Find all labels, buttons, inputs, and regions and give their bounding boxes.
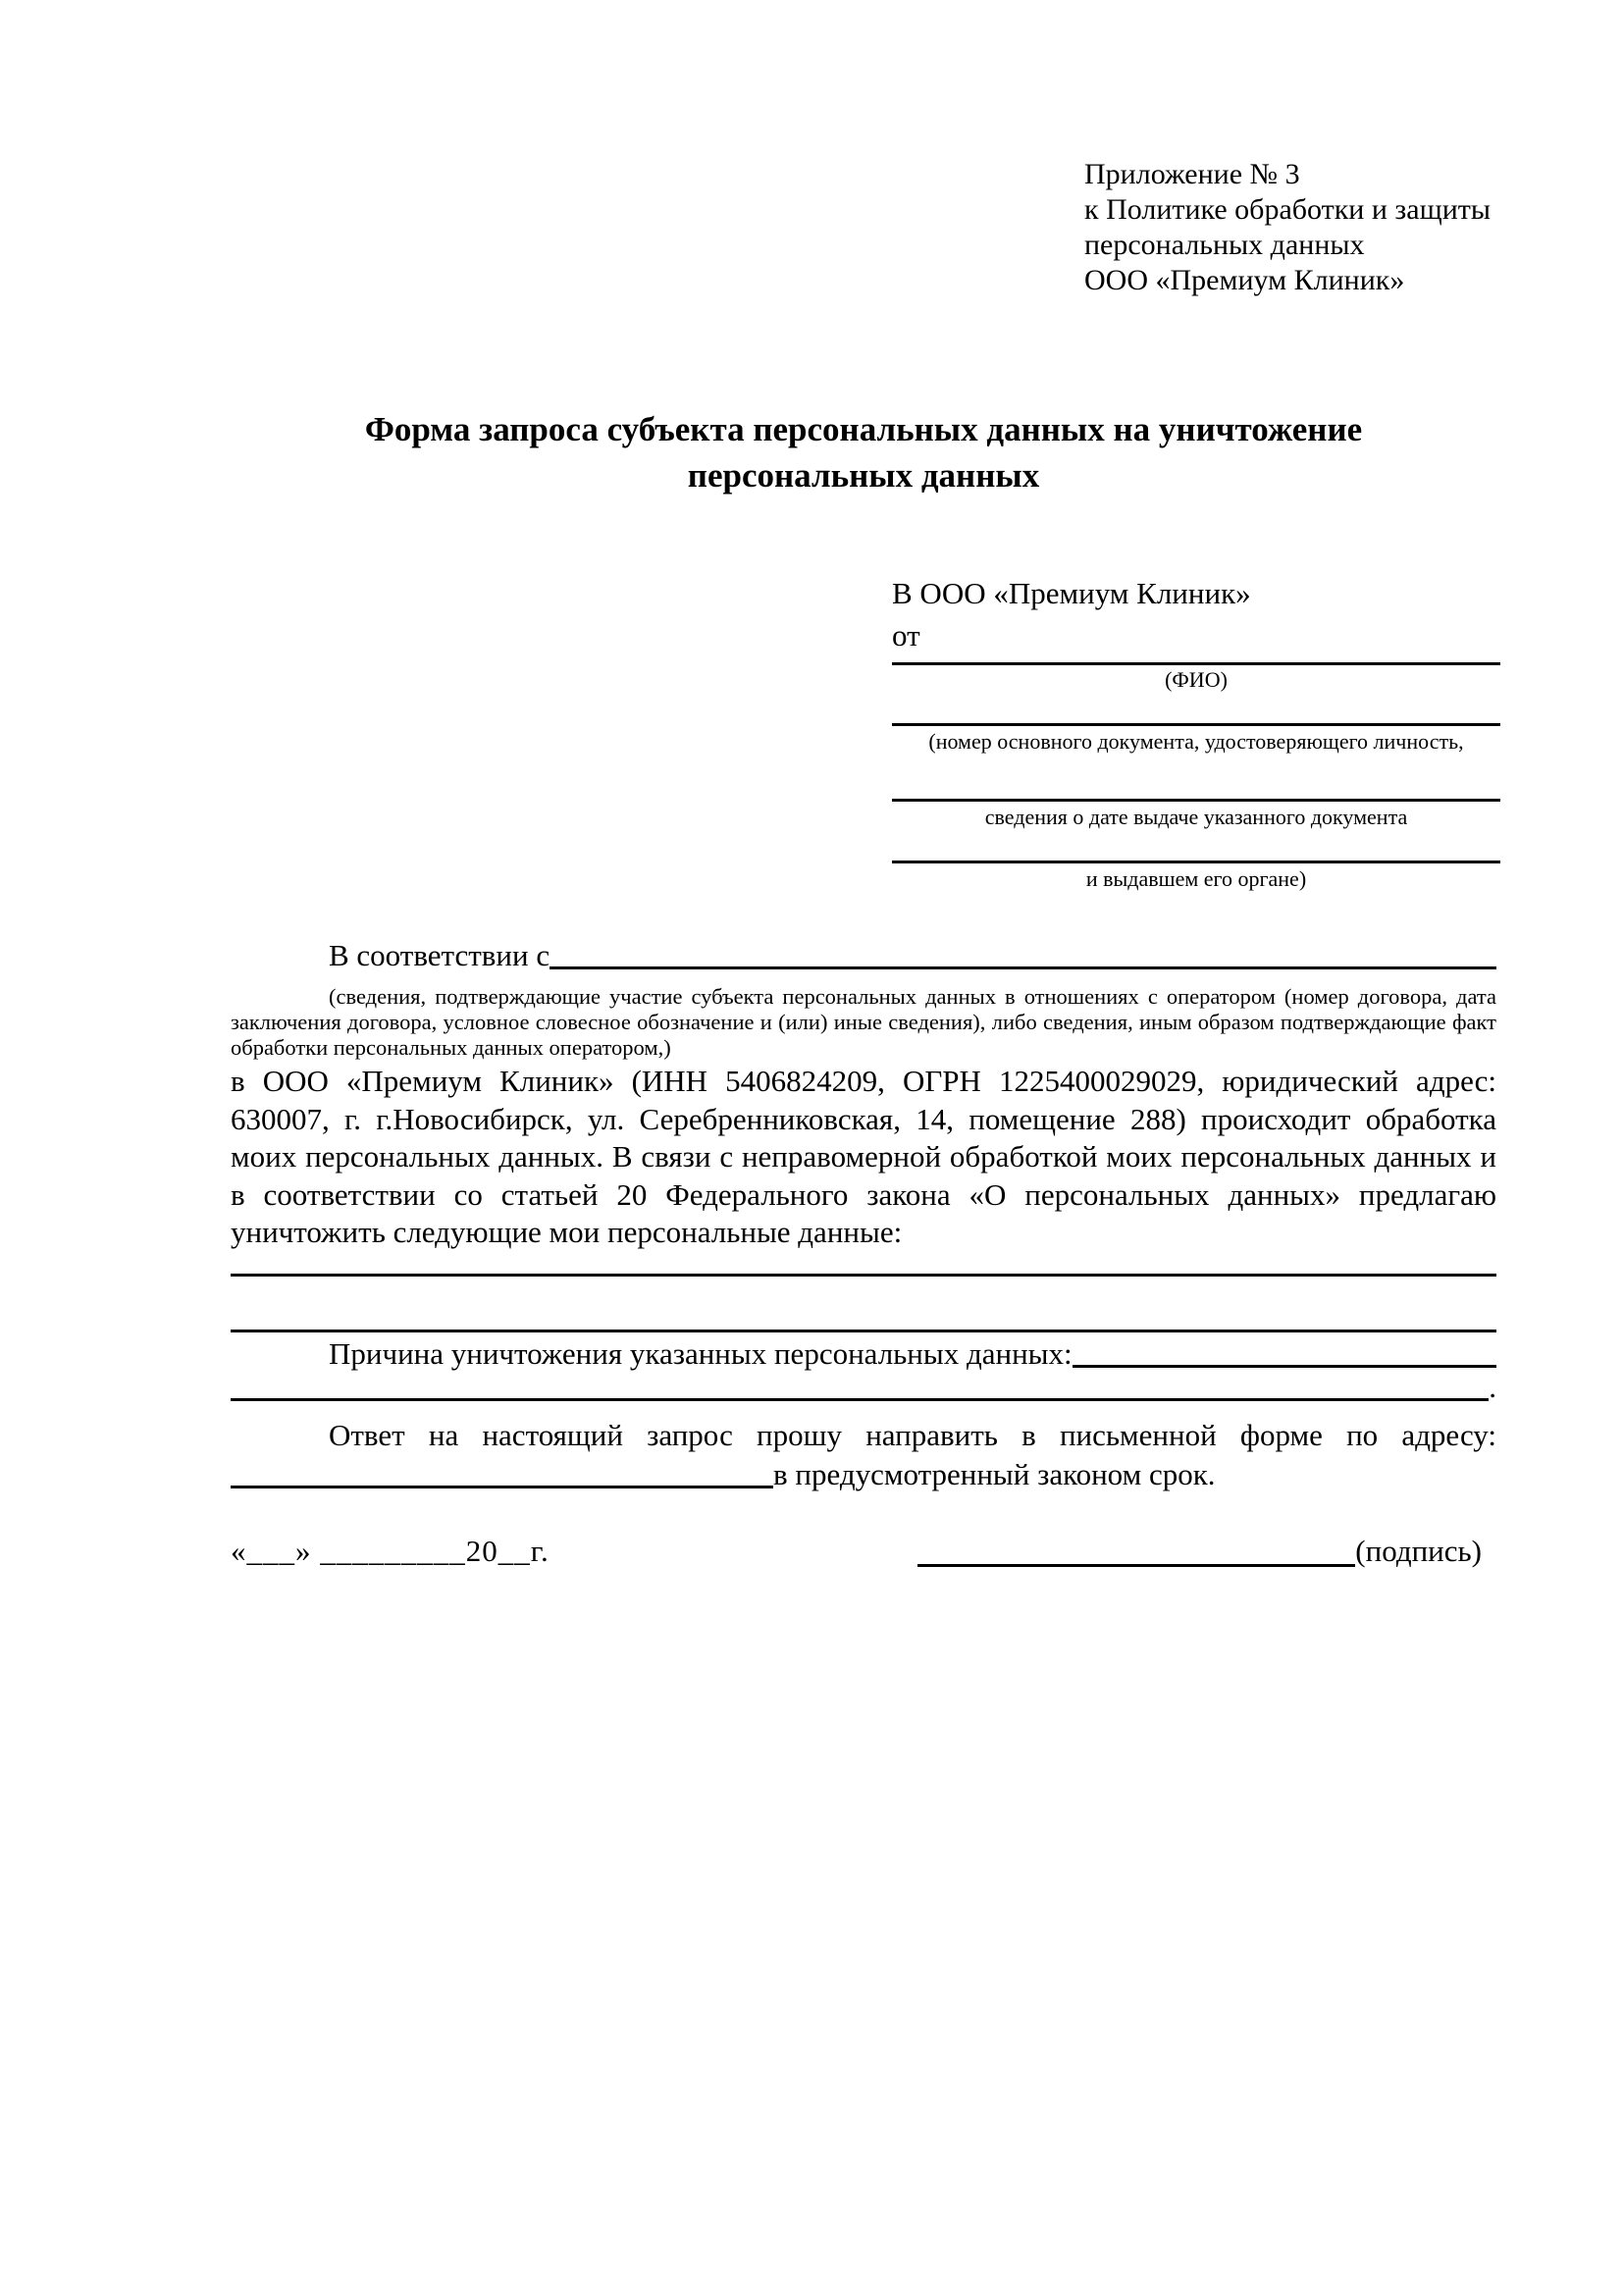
signature-line <box>917 1564 1355 1567</box>
document-number-blank-line <box>892 723 1500 726</box>
document-title-line-2: персональных данных <box>687 456 1040 495</box>
fio-blank-line <box>892 662 1500 665</box>
appendix-note-line-3: персональных данных <box>1084 229 1365 261</box>
document-title-line-1: Форма запроса субъекта персональных данных на уничтожение <box>364 410 1363 448</box>
issuing-authority-blank-line <box>892 861 1500 863</box>
response-address-row <box>231 1455 1496 1494</box>
document-number-caption: (номер основного документа, удостоверяющего личность, <box>928 729 1464 754</box>
reason-blank-line-2 <box>231 1398 1489 1401</box>
accordance-row <box>231 936 1496 975</box>
response-paragraph: Ответ на настоящий запрос прошу направить в письменной форме по адресу: <box>329 1418 1496 1452</box>
appendix-note-line-2: к Политике обработки и защиты <box>1084 193 1492 226</box>
fio-caption: (ФИО) <box>1165 667 1228 692</box>
personal-data-blank-line-1 <box>231 1274 1496 1277</box>
issuing-authority-caption: и выдавшем его органе) <box>1085 866 1307 891</box>
appendix-note <box>1084 157 1491 298</box>
document-title <box>231 406 1496 498</box>
accordance-label: В соответствии с <box>329 938 550 972</box>
reason-label: Причина уничтожения указанных персональных данных: <box>329 1336 1073 1371</box>
from-label: от <box>892 618 920 652</box>
issue-date-blank-line <box>892 799 1500 802</box>
address-blank-line <box>231 1486 773 1488</box>
personal-data-blank-line-2 <box>231 1330 1496 1332</box>
date-blank: «___» _________20__г. <box>231 1534 550 1568</box>
date-signature-row <box>231 1531 1496 1572</box>
reason-continuation-row <box>231 1366 1496 1409</box>
response-tail: в предусмотренный законом срок. <box>773 1457 1216 1491</box>
issue-date-caption: сведения о дате выдаче указанного документа <box>984 805 1408 829</box>
accordance-blank-line <box>550 966 1496 969</box>
accordance-note: (сведения, подтверждающие участие субъекта персональных данных в отношениях с оператором (номер договора, дата заключения договора, условное словесное обозначение и (или) иные сведения), либо сведения, иным образом подтверждающие факт обработки персональных данных оператором,) <box>231 984 1496 1060</box>
signature-caption: (подпись) <box>1355 1534 1482 1568</box>
sentence-period: . <box>1489 1370 1496 1404</box>
addressee-org: В ООО «Премиум Клиник» <box>892 576 1251 610</box>
appendix-note-line-4: ООО «Премиум Клиник» <box>1084 264 1405 296</box>
appendix-note-line-1: Приложение № 3 <box>1084 158 1300 190</box>
main-paragraph: в ООО «Премиум Клиник» (ИНН 5406824209, ОГРН 1225400029029, юридический адрес: 630007, г. г.Новосибирск, ул. Серебренниковская, 14, помещение 288) происходит обработка моих персональных данных. В связи с неправомерной обработкой моих персональных данных и в соответствии со статьей 20 Федерального закона «О персональных данных» предлагаю уничтожить следующие мои персональные данные: <box>231 1064 1496 1249</box>
signature-group <box>917 1531 1482 1572</box>
